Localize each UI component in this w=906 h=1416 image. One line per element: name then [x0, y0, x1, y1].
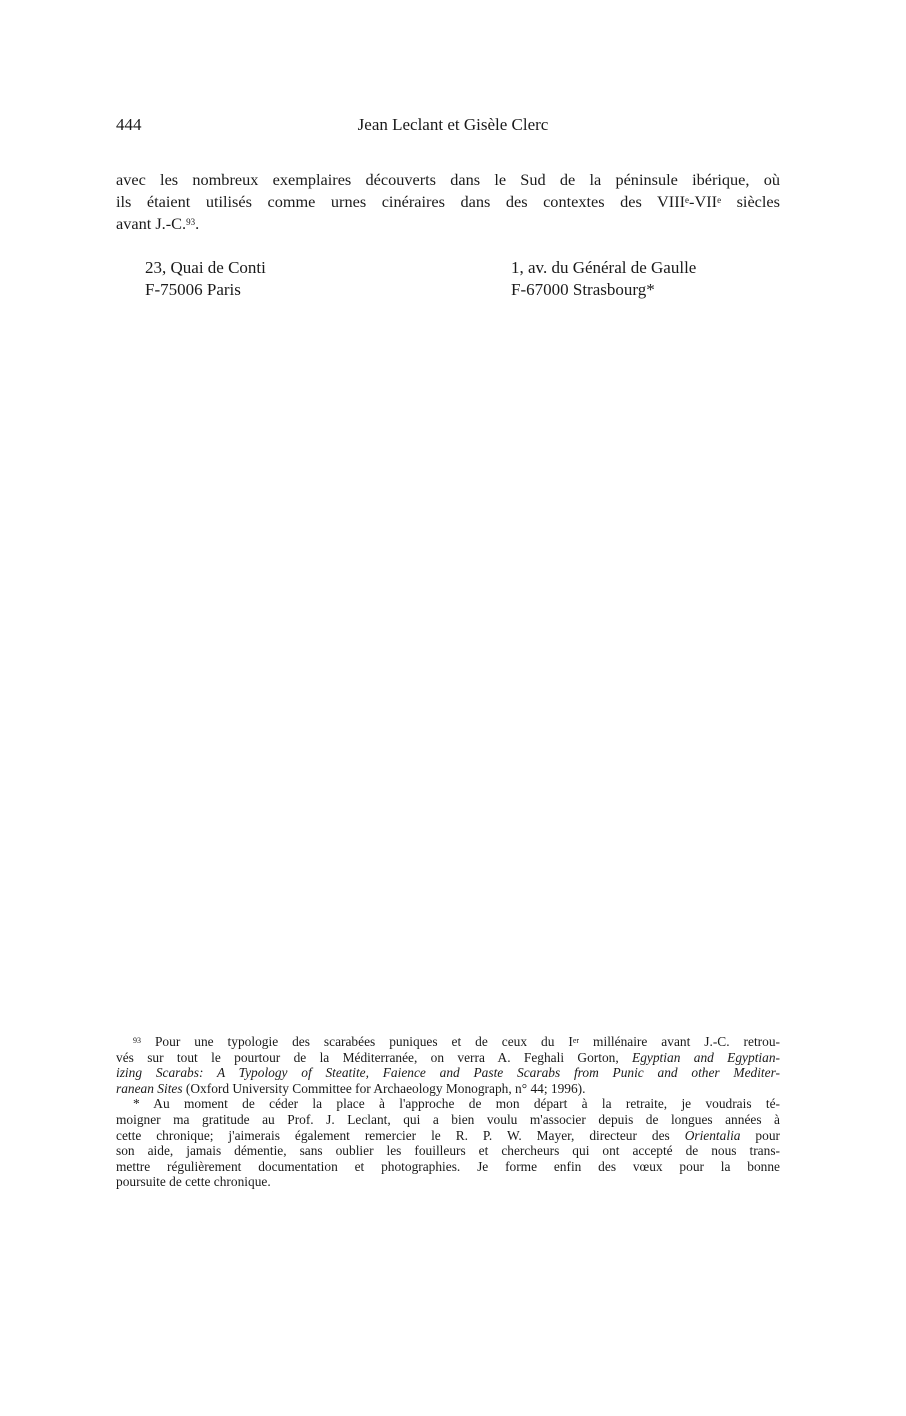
- body-paragraph: [116, 169, 780, 235]
- footnotes: [116, 1034, 780, 1190]
- address-right: [511, 257, 696, 301]
- address-left: [145, 257, 266, 301]
- address-right-city: F-67000 Strasbourg*: [511, 280, 655, 299]
- running-title: Jean Leclant et Gisèle Clerc: [357, 115, 549, 134]
- address-left-city: F-75006 Paris: [145, 280, 241, 299]
- footnote-ref-93: 93: [186, 217, 196, 227]
- address-right-street: 1, av. du Général de Gaulle: [511, 258, 697, 277]
- body-line-2: ils étaient utilisés comme urnes cinéraires dans des contextes des VIIIe-VIIe siècles: [116, 192, 780, 211]
- footnote-93: $^{93}$ Pour une typologie des scarabées puniques et de ceux du Ier millénaire avant J.-C. retrou- vés sur tout le pourtour de la Méditerranée, on verra A. Feghali Gorton, Egyptian and Egyptian- izing Scarabs: A Typology of Steatite, Faience and Paste Scarabs from Punic and other Mediter- ranean Sites (Oxford University Committee for Archaeology Monograph, n° 44; 1996).: [116, 1034, 780, 1096]
- body-line-3: avant J.-C.$^{93}$.: [116, 214, 200, 233]
- footnote-star: * Au moment de céder la place à l'approche de mon départ à la retraite, je voudrais té- moigner ma gratitude au Prof. J. Leclant, qui a bien voulu m'associer depuis de longues années à cette chronique; j'aimerais également remercier le R. P. W. Mayer, directeur des Orientalia pour son aide, jamais démentie, sans oublier les fouilleurs et chercheurs qui ont accepté de nous trans- mettre régulièrement documentation et photographies. Je forme enfin des vœux pour la bonne poursuite de cette chronique.: [116, 1096, 780, 1190]
- page-number: 444: [116, 115, 142, 134]
- footnote-mark: 93: [133, 1036, 141, 1045]
- body-line-1: avec les nombreux exemplaires découverts dans le Sud de la péninsule ibérique, où: [116, 170, 780, 189]
- address-left-street: 23, Quai de Conti: [145, 258, 266, 277]
